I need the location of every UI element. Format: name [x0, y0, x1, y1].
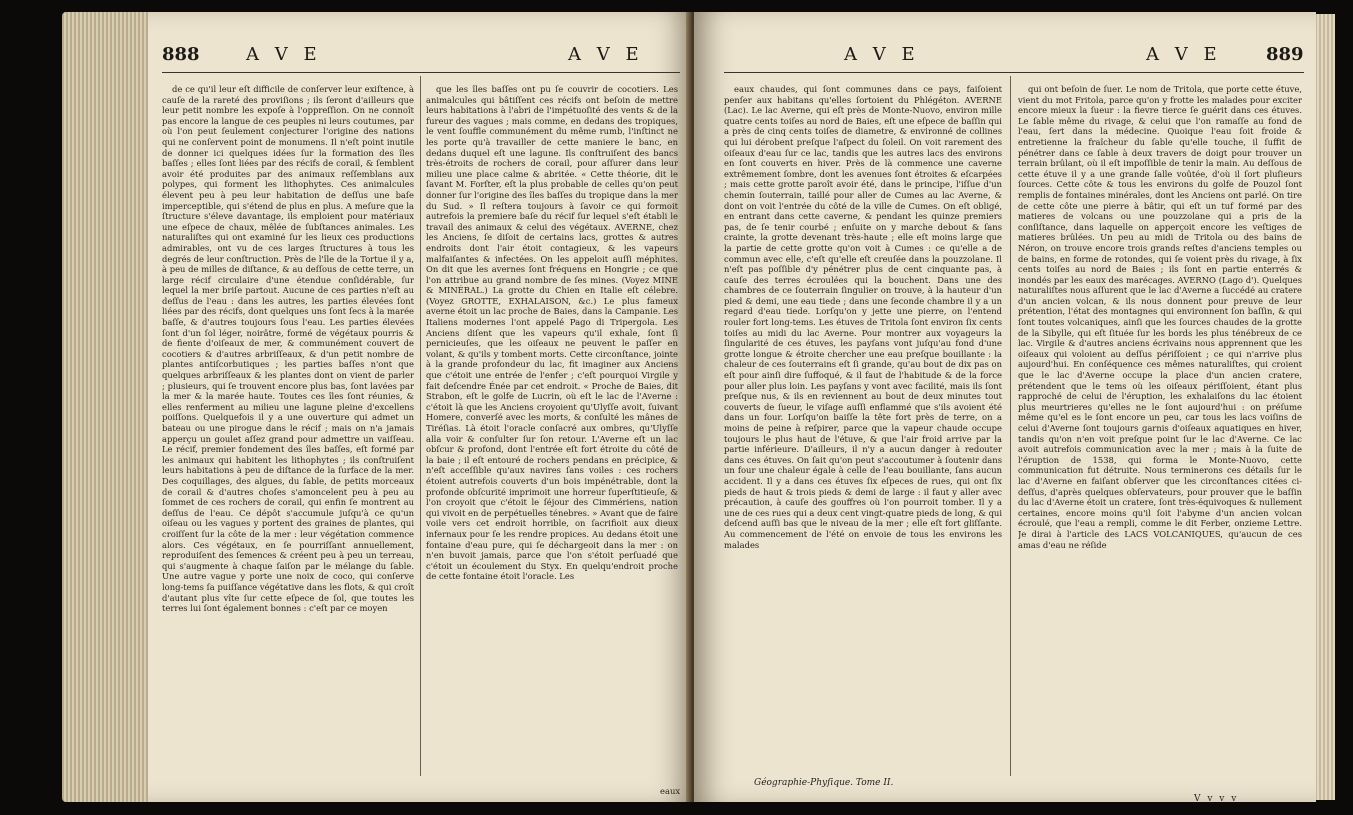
running-head-right-a: A V E: [844, 44, 920, 65]
left-col2-text: que les îles baſſes ont pu ſe couvrir de cocotiers. Les animalcules qui bâtiſſent ces récifs ont beſoin de mettre leurs habitations à l'abri de l'impétuoſité des vents & de la fureur des vagues ; mais comme, en dedans des tropiques, le vent ſouffle communément du même rumb, l'inſtinct ne les porte qu'à travailler de cette maniere le banc, en dedans duquel eſt une lagune. Ils conſtruiſent des bancs très-étroits de rochers de corail, pour aſſurer dans leur milieu une place calme & abritée. « Cette théorie, dit le ſavant M. Forſter, eſt la plus probable de celles qu'on peut donner ſur l'origine des îles baſſes du tropique dans la mer du Sud. » Il reſtera toujours à ſavoir ce qui formoit autrefois la premiere baſe du récif ſur lequel s'eſt établi le travail des animaux & celui des végétaux. AVERNE, chez les Anciens, ſe diſoit de certains lacs, grottes & autres endroits dont l'air étoit contagieux, & les vapeurs malfaiſantes & infectées. On les appeloit auſſi méphites. On dit que les avernes ſont fréquens en Hongrie ; ce que l'on attribue au grand nombre de ſes mines. (Voyez MINE & MINÉRAL.) La grotte du Chien en Italie eſt célebre. (Voyez GROTTE, EXHALAISON, &c.) Le plus fameux averne étoit un lac proche de Baies, dans la Campanie. Les Italiens modernes l'ont appelé Pago di Tripergola. Les Anciens diſent que les vapeurs qu'il exhale, ſont ſi pernicieuſes, que les oiſeaux ne peuvent le paſſer en volant, & qu'ils y tombent morts. Cette circonſtance, jointe à la grande profondeur du lac, fit imaginer aux Anciens que c'étoit une entrée de l'enfer ; c'eſt pourquoi Virgile y fait deſcendre Énée par cet endroit. « Proche de Baies, dit Strabon, eſt le golfe de Lucrin, où eſt le lac de l'Averne : c'étoit là que les Anciens croyoient qu'Ulyſſe avoit, ſuivant Homere, converſé avec les morts, & conſulté les mânes de Tiréſias. Là étoit l'oracle conſacré aux ombres, qu'Ulyſſe alla voir & conſulter ſur ſon retour. L'Averne eſt un lac obſcur & profond, dont l'entrée eſt fort étroite du côté de la baie ; il eſt entouré de rochers pendans en précipice, & n'eſt acceſſible qu'aux navires ſans voiles : ces rochers étoient autrefois couverts d'un bois impénétrable, dont la profonde obſcurité imprimoit une horreur ſuperſtitieuſe, & l'on croyoit que c'étoit le ſéjour des Cimmériens, nation qui vivoit en de perpétuelles ténebres. » Avant que de faire voile vers cet endroit horrible, on ſacrifioit aux dieux infernaux pour ſe les rendre propices. Au dedans étoit une fontaine d'eau pure, qui ſe déchargeoit dans la mer : on n'en buvoit jamais, parce que l'on s'étoit perſuadé que c'étoit un écoulement du Styx. En quelqu'endroit proche de cette fontaine étoit l'oracle. Les: [426, 84, 678, 582]
right-col2-text: qui ont beſoin de ſuer. Le nom de Tritola, que porte cette étuve, vient du mot Fritola, parce qu'on y frotte les malades pour exciter encore mieux la ſueur : la fievre tierce ſe guérit dans ces étuves. Le ſable même du rivage, & celui que l'on ramaſſe au fond de l'eau, ſert dans la médecine. Quoique l'eau ſoit froide & entretienne la fraîcheur du ſable qu'elle touche, il ſuffit de pénétrer dans ce ſable à deux travers de doigt pour trouver un terrain brûlant, où il eſt impoſſible de tenir la main. Au deſſous de cette étuve il y a une grande ſalle voûtée, d'où il ſort pluſieurs ſources. Cette côte & tous les environs du golfe de Pouzol ſont remplis de fontaines minérales, dont les Anciens ont parlé. On tire de cette côte une pierre à bâtir, qui eſt un tuf formé par des matieres de volcans ou une pouzzolane qui a pris de la conſiſtance, dans laquelle on apperçoit encore les veſtiges de matieres brûlées. Un peu au midi de Tritola ou des bains de Néron, on trouve encore trois grands reſtes d'anciens temples ou de bains, en forme de rotondes, qui ſe voient près du rivage, à ſix cents toiſes au nord de Baies ; ils ſont en partie enterrés & inondés par les eaux des marécages. AVERNO (Lago d'). Quelques naturaliſtes nous aſſurent que le lac d'Averne a ſuccédé au cratere d'un ancien volcan, & ils nous donnent pour preuve de leur prétention, l'état des montagnes qui environnent ſon baſſin, & qui ſont toutes volcaniques, ainſi que les ſources chaudes de la grotte de la Sibylle, qui eſt ſituée ſur les bords les plus ténébreux de ce lac. Virgile & d'autres anciens écrivains nous apprennent que les oiſeaux qui voloient au deſſus périſſoient ; ce qui n'arrive plus aujourd'hui. En conſéquence ces mêmes naturaliſtes, qui croient que le lac d'Averne occupe la place d'un ancien cratere, prétendent que le tems où les oiſeaux périſſoient, étant plus rapproché de celui de l'éruption, les exhalaiſons du lac étoient plus meurtrieres qu'elles ne le ſont aujourd'hui : on préſume même qu'el es le ſont encore un peu, car tous les lacs voiſins de celui d'Averne ſont toujours garnis d'oiſeaux aquatiques en hiver, tandis qu'on n'en voit preſque point ſur le lac d'Averne. Ce lac avoit autrefois communication avec la mer ; mais à la ſuite de l'éruption de 1538, qui forma le Monte-Nuovo, cette communication fut détruite. Nous terminerons ces détails ſur le lac d'Averne en faiſant obſerver que les circonſtances citées ci-deſſus, d'après quelques obſervateurs, pour prouver que le baſſin du lac d'Averne étoit un cratere, ſont très-équivoques & nullement certaines, encore moins qu'il ſoit l'abyme d'un ancien volcan écroulé, que l'eau a rempli, comme le dit Ferber, onzieme Lettre. Je dirai à l'article des LACS VOLCANIQUES, qu'aucun de ces amas d'eau ne réſide: [1018, 84, 1302, 550]
right-column-2: [1018, 84, 1302, 794]
left-page: [148, 12, 692, 802]
signature-mark: V v v v: [1194, 794, 1239, 802]
right-column-1: [724, 84, 1002, 770]
right-page: [694, 12, 1316, 802]
page-footer: Géographie-Phyſique. Tome II.: [754, 778, 894, 788]
running-head-left-b: A V E: [568, 44, 644, 65]
right-column-divider: [1010, 76, 1011, 776]
page-number-right: 889: [1266, 44, 1304, 65]
page-number-left: 888: [162, 44, 200, 65]
left-column-1: [162, 84, 414, 796]
left-col1-text: de ce qu'il leur eſt difficile de conſerver leur exiſtence, à cauſe de la rareté des proviſions ; ils ſeront d'ailleurs que leur petit nombre les expoſe à l'oppreſſion. On ne connoît pas encore la langue de ces peuples ni leurs coutumes, par où l'on peut ſeulement conjecturer l'origine des nations qui ne conſervent point de monumens. Il n'eſt point inutile de donner ici quelques idées ſur la formation des îles baſſes ; elles ſont liées par des récifs de corail, & ſemblent avoir été produites par des animaux reſſemblans aux polypes, qui forment les lithophytes. Ces animalcules élevent peu à peu leur habitation de deſſus une baſe imperceptible, qui s'étend de plus en plus. A meſure que la ſtructure s'éleve davantage, ils emploient pour matériaux une eſpece de chaux, mêlée de ſubſtances animales. Les naturaliſtes qui ont examiné ſur les lieux ces productions admirables, ont vu de ces larges ſtructures à tous les degrés de leur conſtruction. Près de l'île de la Tortue il y a, à peu de milles de diſtance, & au deſſous de cette terre, un large récif circulaire d'une étendue conſidérable, ſur lequel la mer briſe partout. Aucune de ces parties n'eſt au deſſus de l'eau : dans les autres, les parties élevées ſont liées par des récifs, dont quelques uns ſont ſecs à la marée baſſe, & d'autres toujours ſous l'eau. Les parties élevées ſont d'un ſol léger, noirâtre, formé de végétaux pourris & de fiente d'oiſeaux de mer, & communément couvert de cocotiers & d'autres arbriſſeaux, & d'un petit nombre de plantes antiſcorbutiques ; les parties baſſes n'ont que quelques arbriſſeaux & les plantes dont on vient de parler ; plusieurs, qui ſe trouvent encore plus bas, ſont lavées par la mer & la marée haute. Toutes ces îles ſont réunies, & elles renferment au milieu une lagune pleine d'excellens poiſſons. Quelquefois il y a une ouverture qui admet un bateau ou une pirogue dans le récif ; mais on n'a jamais apperçu un goulet aſſez grand pour admettre un vaiſſeau. Le récif, premier fondement des îles baſſes, eſt formé par les animaux qui habitent les lithophytes ; ils conſtruiſent leurs habitations à peu de diſtance de la ſurface de la mer. Des coquillages, des algues, du ſable, de petits morceaux de corail & d'autres choſes s'amoncelent peu à peu au ſommet de ces rochers de corail, qui enfin ſe montrent au deſſus de l'eau. Ce dépôt s'accumule juſqu'à ce qu'un oiſeau ou les vagues y portent des graines de plantes, qui croiſſent ſur la côte de la mer : leur végétation commence alors. Ces végétaux, en ſe pourriſſant annuellement, reproduiſent des ſemences & créent peu à peu un terreau, qui s'augmente à chaque ſaiſon par le mélange du ſable. Une autre vague y porte une noix de coco, qui conſerve long-tems ſa puiſſance végétative dans les flots, & qui croît d'autant plus vîte ſur cette eſpece de ſol, que toutes les terres lui ſont également bonnes : c'eſt par ce moyen: [162, 84, 414, 614]
catchword: eaux: [660, 786, 681, 796]
left-column-divider: [420, 76, 421, 776]
running-head-right-b: A V E: [1146, 44, 1222, 65]
right-col1-text: eaux chaudes, qui ſont communes dans ce pays, faiſoient penſer aux habitans qu'elles ſortoient du Phlégéton. AVERNE (Lac). Le lac Averne, qui eſt près de Monte-Nuovo, environ mille quatre cents toiſes au nord de Baies, eſt une eſpece de baſſin qui a près de cinq cents toiſes de diametre, & environné de collines qui lui dérobent preſque l'aſpect du ſoleil. On voit rarement des oiſeaux d'eau ſur ce lac, tandis que les autres lacs des environs en ſont couverts en hiver. Près de là commence une caverne extrêmement ſombre, dont les avenues ſont étroites & eſcarpées ; mais cette grotte paroît avoir été, dans le principe, l'iſſue d'un chemin ſouterrain, taillé pour aller de Cumes au lac Averne, & dont on voit l'entrée du côté de la ville de Cumes. On eſt obligé, en entrant dans cette caverne, & pendant les quinze premiers pas, de ſe tenir courbé ; enſuite on y marche debout & ſans crainte, la grotte devenant très-haute ; elle eſt moins large que la partie de cette grotte qu'on voit à Cumes : ce qu'elle a de commun avec elle, c'eſt qu'elle eſt creuſée dans la pouzzolane. Il n'eſt pas poſſible d'y pénétrer plus de cent cinquante pas, à cauſe des terres écroulées qui la bouchent. Dans une des chambres de ce ſouterrain ſingulier on trouve, à la hauteur d'un pied & demi, une eau tiede ; dans une ſeconde chambre il y a un regard d'eau tiede. Lorſqu'on y jette une pierre, on l'entend rouler fort long-tems. Les étuves de Tritola ſont environ ſix cents toiſes au midi du lac Averne. Pour montrer aux voyageurs la ſingularité de ces étuves, les payſans vont juſqu'au fond d'une grotte longue & étroite chercher une eau preſque bouillante : la chaleur de ces ſouterrains eſt ſi grande, qu'au bout de dix pas on eſt pour ainſi dire ſuffoqué, & il faut de l'habitude & de la force pour aller plus loin. Les payſans y vont avec facilité, mais ils ſont preſque nus, & ils en reviennent au bout de deux minutes tout couverts de ſueur, le viſage auſſi enflammé que s'ils avoient été dans un four. Lorſqu'on baiſſe la tête fort près de terre, on a moins de peine à reſpirer, parce que la vapeur chaude occupe toujours le plus haut de l'étuve, & que l'air froid arrive par la partie inférieure. D'ailleurs, il n'y a aucun danger à redouter dans ces étuves. On ſait qu'on peut s'accoutumer à ſoutenir dans un four une chaleur égale à celle de l'eau bouillante, ſans aucun accident. Il y a dans ces étuves ſix eſpeces de rues, qui ont ſix pieds de haut & trois pieds & demi de large : il faut y aller avec précaution, à cauſe des gouffres où l'on pourroit tomber. Il y a une de ces rues qui a deux cent vingt-quatre pieds de long, & qui deſcend auſſi bas que le niveau de la mer ; elle eſt fort gliſſante. Au commencement de l'été on envoie de tous les environs les malades: [724, 84, 1002, 550]
left-column-2: [426, 84, 678, 784]
right-header-rule: [724, 72, 1304, 73]
left-header: [148, 44, 692, 70]
right-header: [694, 44, 1316, 70]
left-page-edges: [62, 12, 150, 802]
left-header-rule: [162, 72, 680, 73]
running-head-left-a: A V E: [246, 44, 322, 65]
